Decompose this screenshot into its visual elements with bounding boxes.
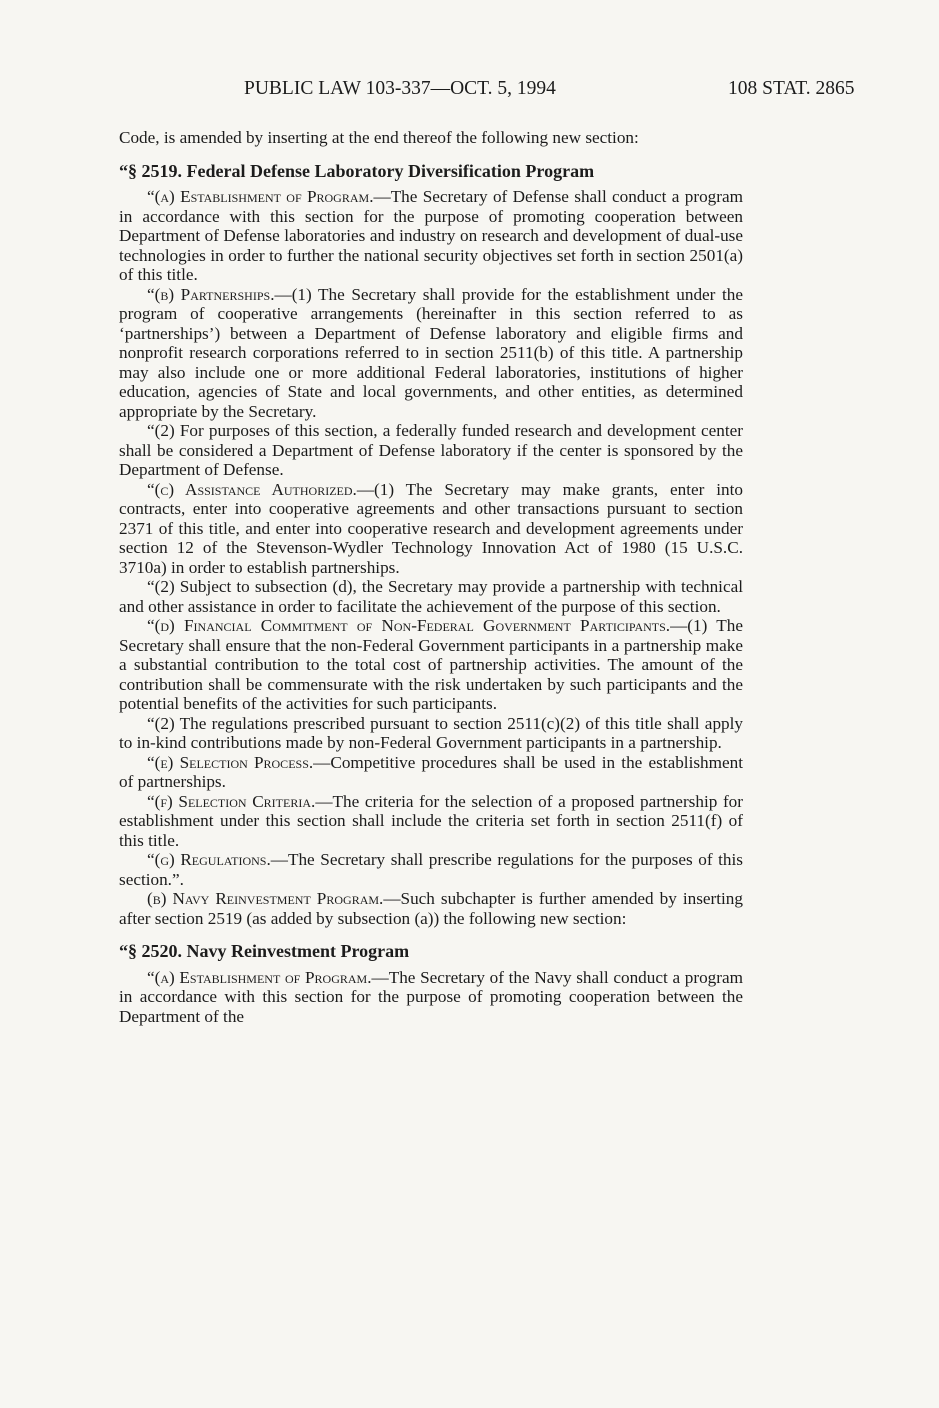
paragraph-2519-b bbox=[119, 285, 743, 422]
paragraph-2519-a bbox=[119, 187, 743, 285]
paragraph-navy-amendment bbox=[119, 889, 743, 928]
caption-2519-d: “(d) Financial Commitment of Non-Federal Government Participants. bbox=[147, 616, 671, 635]
paragraph-2519-d2: “(2) The regulations prescribed pursuant to section 2511(c)(2) of this title shall apply to in-kind contributions made by non-Federal Government participants in a partnership. bbox=[119, 713, 743, 752]
caption-2519-g: “(g) Regulations. bbox=[147, 850, 271, 869]
text-2519-b: —(1) The Secretary shall provide for the establishment under the program of cooperative arrangements (hereinafter in this section referred to as ‘partnerships’) between a Department of Defense laboratory and eligible firms and nonprofit research corporations referred to in section 2511(b) of this title. A partnership may also include one or more additional Federal laboratories, institutions of higher education, agencies of State and local governments, and other entities, as determined appropriate by the Secretary. bbox=[119, 284, 743, 421]
section-2520-heading: “§ 2520. Navy Reinvestment Program bbox=[119, 941, 410, 961]
text-2519-c: —(1) The Secretary may make grants, enter into contracts, enter into cooperative agreements and other transactions pursuant to section 2371 of this title, and enter into cooperative research and development agreements under section 12 of the Stevenson-Wydler Technology Innovation Act of 1980 (15 U.S.C. 3710a) in order to establish partnerships. bbox=[119, 479, 743, 577]
text-navy-amendment: —Such subchapter is further amended by inserting after section 2519 (as added by subsection (a)) the following new section: bbox=[119, 889, 743, 928]
text-2519-a: —The Secretary of Defense shall conduct a program in accordance with this section for the purpose of promoting cooperation between Department of Defense laboratories and industry on research and development of dual-use technologies in order to further the national security objectives set forth in section 2501(a) of this title. bbox=[119, 187, 743, 284]
caption-navy-amendment: (b) Navy Reinvestment Program. bbox=[147, 889, 384, 908]
paragraph-2519-f bbox=[119, 792, 743, 851]
paragraph-2519-e bbox=[119, 753, 743, 792]
paragraph-2519-d bbox=[119, 616, 743, 714]
paragraph-2519-g bbox=[119, 850, 743, 889]
paragraph-2520-a bbox=[119, 968, 743, 1027]
text-2519-e: —Competitive procedures shall be used in the establishment of partnerships. bbox=[119, 752, 743, 791]
running-head bbox=[0, 78, 939, 104]
caption-2519-e: “(e) Selection Process. bbox=[147, 752, 314, 772]
text-2520-a: —The Secretary of the Navy shall conduct a program in accordance with this section for the purpose of promoting cooperation between the Department of the bbox=[119, 967, 743, 1026]
paragraph-2519-b2: “(2) For purposes of this section, a federally funded research and development center shall be considered a Department of Defense laboratory if the center is sponsored by the Department of Defense. bbox=[119, 421, 743, 479]
caption-2520-a: “(a) Establishment of Program. bbox=[147, 967, 372, 987]
intro-paragraph: Code, is amended by inserting at the end thereof the following new section: bbox=[119, 128, 639, 147]
text-2519-g: —The Secretary shall prescribe regulations for the purposes of this section.”. bbox=[119, 850, 743, 889]
text-2519-d: —(1) The Secretary shall ensure that the non-Federal Government participants in a partnership make a substantial contribution to the total cost of partnership activities. The amount of the contribution shall be commensurate with the risk undertaken by such participants and the potential benefits of the activities for such participants. bbox=[119, 616, 744, 713]
section-2519-heading: “§ 2519. Federal Defense Laboratory Diversification Program bbox=[119, 160, 595, 181]
document-body bbox=[119, 128, 743, 1026]
caption-2519-f: “(f) Selection Criteria. bbox=[147, 791, 316, 811]
text-2519-f: —The criteria for the selection of a proposed partnership for establishment under this section shall include the criteria set forth in section 2511(f) of this title. bbox=[119, 791, 743, 850]
law-citation: PUBLIC LAW 103-337—OCT. 5, 1994 bbox=[244, 78, 556, 99]
paragraph-2519-c bbox=[119, 480, 743, 578]
caption-2519-c: “(c) Assistance Authorized. bbox=[147, 479, 357, 499]
caption-2519-b: “(b) Partnerships. bbox=[147, 284, 275, 304]
paragraph-2519-c2: “(2) Subject to subsection (d), the Secretary may provide a partnership with technical and other assistance in order to facilitate the achievement of the purpose of this section. bbox=[119, 577, 743, 616]
caption-2519-a: “(a) Establishment of Program. bbox=[147, 187, 374, 206]
statute-page: 108 STAT. 2865 bbox=[728, 78, 855, 99]
